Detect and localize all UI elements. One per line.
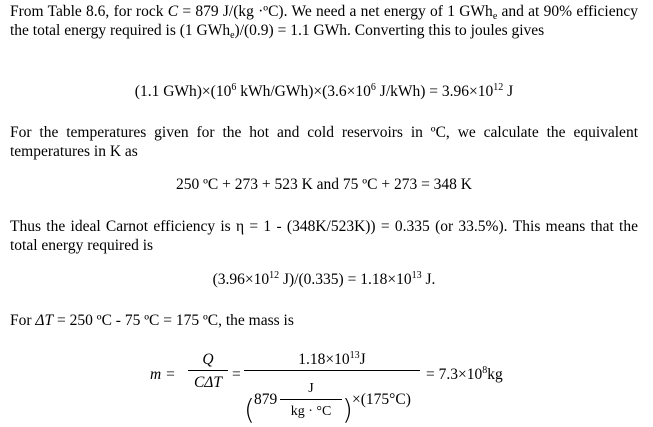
equation-joules: (1.1 $GWh)\times(10^6$ kWh/$GWh)\times(3.6\times 10^6$ $J/kWh) = 3.96\times 10^{12}$ J <box>134 82 514 100</box>
paragraph-carnot: Thus the ideal Carnot efficiency is η = 1 - (348K/523K)) = 0.335 (or 33.5%). This means that the total energy required is <box>10 218 638 254</box>
left-paren: ( <box>244 393 255 426</box>
equation-kelvin: 250 ºC + 273 + 523 K and 75 ºC + 273 = 348 K <box>175 176 473 193</box>
var-c: C <box>167 3 179 20</box>
equation-mass <box>150 348 510 426</box>
mass-result: = $7.3\times 10^8kg$ <box>426 365 503 383</box>
fraction-q-over-cdt: Q CΔT <box>188 350 228 392</box>
denominator: ( 879 J kg · °C ) ×(175°C) <box>244 381 411 426</box>
paragraph-intro: From Table 8.6, for rock C = 879 J/(kg ·ºC). We need a net energy of 1 GWh$_e$ and at 90% efficiency the total energy required is (1 GWh$_e$)/(0.9) = 1.1 GWh. Converting this to joules gives <box>10 3 638 41</box>
paragraph-temperatures: For the temperatures given for the hot and cold reservoirs in ºC, we calculate the equivalent temperatures in K as <box>10 124 638 160</box>
fraction-energy-over-heat: $1.18\times 10^{13}J$ ( 879 J kg · °C ) ×(175°C) <box>244 350 420 423</box>
equation-total-energy: ($3.96\times 10^{12}$ $J)/(0.335) = 1.18\times 10^{13}$ J. <box>212 270 436 288</box>
mass-lhs: m = <box>150 366 176 383</box>
fraction-j-per-kgc: J kg · °C <box>280 379 342 421</box>
equals-sign: = <box>232 366 241 383</box>
paragraph-mass: For ΔT = 250 ºC - 75 ºC = 175 ºC, the mass is <box>10 312 294 329</box>
right-paren: ) <box>342 393 353 426</box>
